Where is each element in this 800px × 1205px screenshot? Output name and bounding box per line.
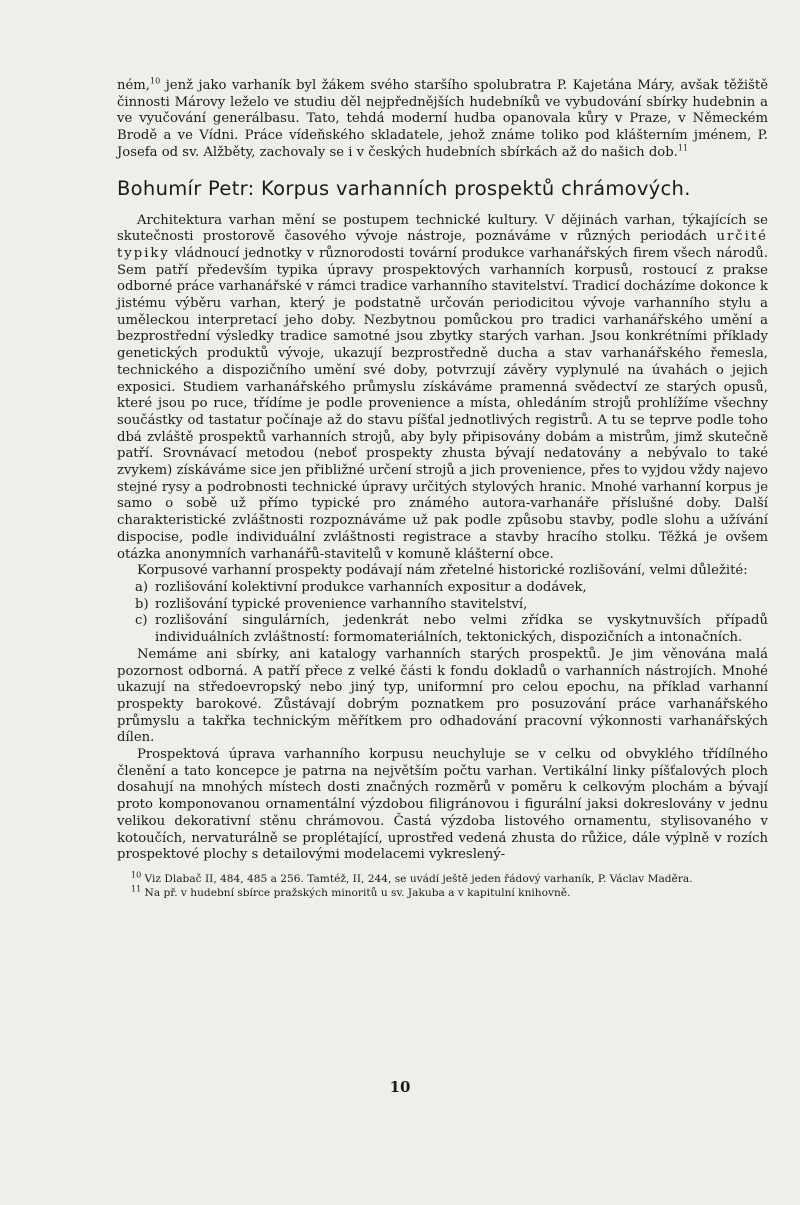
list-item-text: rozlišování kolektivní produkce varhanních expositur a dodávek, (155, 579, 587, 595)
intro-text: jenž jako varhaník byl žákem svého staršího spolubratra P. Kajetána Máry, avšak těžiště činnosti Márovy leželo ve studiu děl nejpřednějších hudebníků ve vybudování sbírky hudebnin a ve vyučování generálbasu. Tato, tehdá moderní hudba opanovala kůry v Praze, v Německém Brodě a ve Vídni. Práce vídeňského skladatele, jehož známe toliko pod klášterním jménem, P. Josefa od sv. Alžběty, zachovaly se i v českých hudebních sbírkách až do našich dob. (117, 78, 768, 160)
list-item-text: rozlišování singulárních, jedenkrát nebo velmi zřídka se vyskytnuvších případů individuálních zvláštností: formomateriálních, tektonických, dispozičních a intonačních. (155, 613, 768, 646)
intro-text-start: ném, (117, 78, 150, 93)
list-item-text: rozlišování typické provenience varhanního stavitelství, (155, 596, 528, 612)
footnote-10 (117, 872, 768, 886)
section-heading: Bohumír Petr: Korpus varhanních prospektů chrámových. (117, 176, 691, 200)
footnote-text: Viz Dlabač II, 484, 485 a 256. Tamtéž, II, 244, se uvádí ještě jeden řádový varhaník, P. Václav Maděra. (141, 872, 693, 885)
list-marker: b) (135, 596, 149, 612)
intro-paragraph (117, 78, 768, 162)
footnote-text: Na př. v hudební sbírce pražských minoritů u sv. Jakuba a v kapitulní knihovně. (141, 886, 571, 899)
footnote-ref-11: 11 (677, 143, 689, 153)
footnote-number: 10 (131, 870, 142, 880)
page-content (117, 78, 768, 900)
footnotes (117, 872, 768, 900)
list-marker: a) (135, 579, 149, 595)
footnote-ref-10: 10 (150, 76, 161, 86)
page-number: 10 (389, 1078, 411, 1096)
list-marker: c) (135, 613, 148, 629)
footnote-11 (117, 886, 768, 900)
spaced-emphasis: určité typiky (117, 229, 768, 261)
paragraph-1-text-b: vládnoucí jednotky v různorodosti tovární produkce varhanářských firem všech národů. Sem patří především typika úpravy prospektových varhanních korpusů, rostoucí z prakse odborné práce varhanářské v rámci tradice varhanního stavitelství. Tradicí docházíme dokonce k jistému výběru varhan, který je podstatně určován periodicitou vývoje varhanního stylu a uměleckou interpretací jeho doby. Nezbytnou pomůckou pro tradici varhanářského umění a bezprostřední výsledky tradice samotné jsou zbytky starých varhan. Jsou konkrétními příklady genetických produktů vývoje, ukazují bezprostředně ducha a stav varhanářského řemesla, technického a dispozičního umění své doby, potvrzují závěry vyplynulé na úvahách o jejich exposici. Studiem varhanářského průmyslu získáváme pramenná svědectví ze starých opusů, které jsou po ruce, třídíme je podle provenience a místa, ohledáním strojů prohlížíme všechny součástky od tastatur počínaje až do stavu píšťal jednotlivých registrů. A tu se teprve podle toho dbá zvláště prospektů varhanních strojů, aby byly připisovány dobám a mistrům, jimž skutečně patří. Srovnávací metodou (neboť prospekty zhusta bývají nedatovány a nebývalo to také zvykem) získáváme sice jen přibližné určení strojů a jich provenience, přes to vyjdou vždy najevo stejné rysy a podrobnosti technické úpravy určitých stylových hranic. Mnohé varhanní korpus je samo o sobě už přímo typické pro známého autora-varhanáře příslušné doby. Další charakteristické zvláštnosti rozpoznáváme už pak podle způsobu stavby, podle slohu a užívání dispocise, podle individuální zvláštnosti registrace a stavby hracího stolku. Těžká je ovšem otázka anonymních varhanářů-stavitelů v komuně klášterní obce. (117, 245, 768, 562)
list-item (117, 597, 768, 614)
list-item (117, 613, 768, 646)
paragraph-3: Nemáme ani sbírky, ani katalogy varhanních starých prospektů. Je jim věnována malá pozornost odborná. A patří přece z velké části k fondu dokladů o varhanních nástrojích. Mnohé ukazují na středoevropský nebo jiný typ, uniformní pro celou epochu, na příklad varhanní prospekty barokové. Zůstávají dobrým poznatkem pro posuzování práce varhanářského průmyslu a takřka technickým měřítkem pro odhadování pracovní výkonnosti varhanářských dílen. (117, 646, 768, 746)
paragraph-4: Prospektová úprava varhanního korpusu neuchylujе se v celku od obvyklého třídílného členění a tato koncepce je patrna na největším počtu varhan. Vertikální linky píšťalových ploch dosahují na mnohých místech dosti značných rozměrů v poměru k celkovým plochám a bývají proto komponovanou ornamentální výzdobou filigránovou i figurální jaksi dokreslovány v jednu velikou dekorativní stěnu chrámovou. Častá výzdoba listového ornamentu, stylisovaného v kotoučích, nervaturálně se proplétající, uprostřed vedená zhusta do růžice, dále výplně v rozích prospektové plochy s detailovými modelacemi vykreslený- (117, 747, 768, 863)
list-item (117, 580, 768, 597)
footnote-number: 11 (131, 884, 142, 894)
distinction-list (117, 580, 768, 647)
paragraph-1-text-a: Architektura varhan mění se postupem technické kultury. V dějinách varhan, týkajících se skutečnosti prostorově časového vývoje nástroje, poznáváme v různých periodách (117, 212, 768, 245)
paragraph-1 (117, 213, 768, 564)
paragraph-2: Korpusové varhanní prospekty podávají nám zřetelné historické rozlišování, velmi důležité: (137, 563, 748, 579)
